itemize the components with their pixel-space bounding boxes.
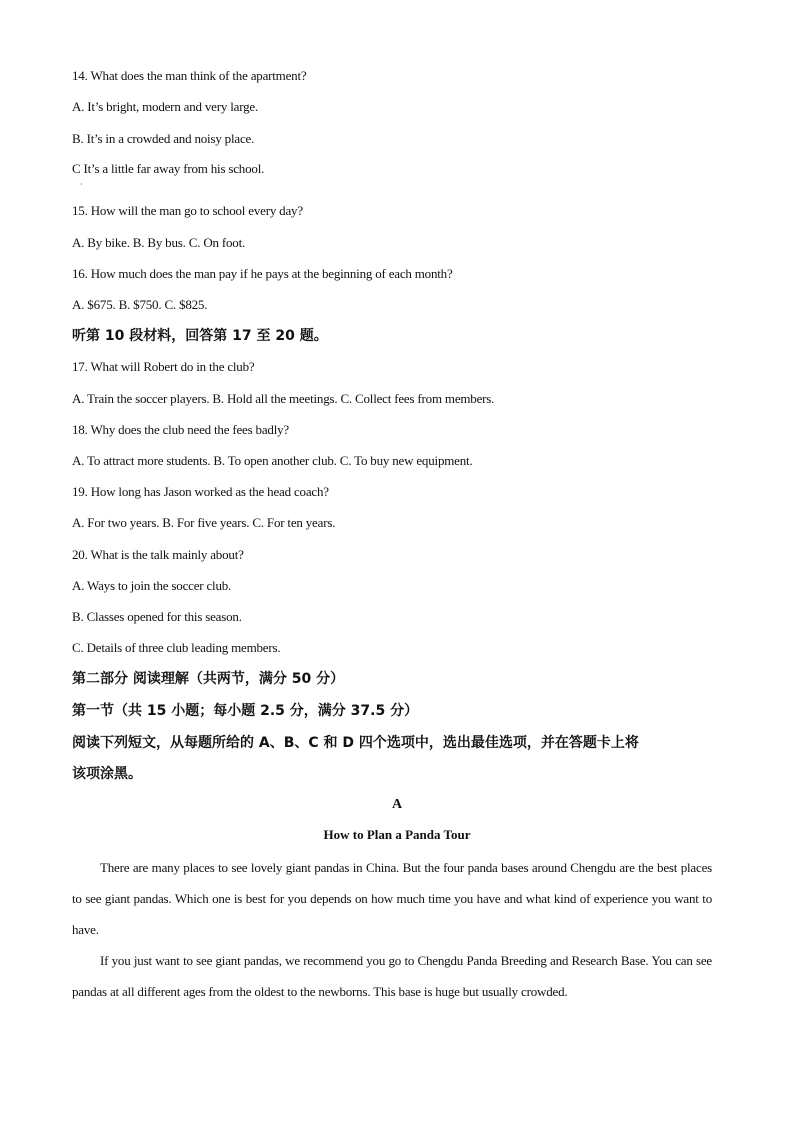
- q20-option-a: A. Ways to join the soccer club.: [72, 578, 232, 593]
- section10-heading: 听第 10 段材料，回答第 17 至 20 题。: [72, 328, 328, 344]
- section-one-heading: 第一节（共 15 小题；每小题 2.5 分，满分 37.5 分）: [72, 703, 419, 719]
- part-two-heading: 第二部分 阅读理解（共两节，满分 50 分）: [72, 671, 345, 687]
- q17-options: A. Train the soccer players. B. Hold all the meetings. C. Collect fees from members.: [72, 391, 495, 406]
- q19-options: A. For two years. B. For five years. C. For ten years.: [72, 515, 336, 530]
- passage-paragraph-1: There are many places to see lovely giant pandas in China. But the four panda bases around Chengdu are the best places to see giant pandas. Which one is best for you depends on how much time you have and what kind of experience you want to have.: [72, 860, 712, 937]
- q20-question: 20. What is the talk mainly about?: [72, 547, 244, 562]
- q14-option-c: C It’s a little far away from his school.: [72, 161, 265, 176]
- q16-question: 16. How much does the man pay if he pays at the beginning of each month?: [72, 266, 453, 281]
- q15-question: 15. How will the man go to school every day?: [72, 203, 303, 218]
- stray-dot-mark: ·: [80, 180, 83, 189]
- q18-question: 18. Why does the club need the fees badly?: [72, 422, 289, 437]
- q20-option-c: C. Details of three club leading members.: [72, 640, 281, 655]
- passage-paragraph-2: If you just want to see giant pandas, we recommend you go to Chengdu Panda Breeding and Research Base. You can see pandas at all different ages from the oldest to the newborns. This base is huge but usually crowded.: [72, 953, 712, 999]
- q17-question: 17. What will Robert do in the club?: [72, 359, 255, 374]
- q14-question: 14. What does the man think of the apartment?: [72, 68, 307, 83]
- passage-title: How to Plan a Panda Tour: [323, 827, 471, 842]
- q14-option-a: A. It’s bright, modern and very large.: [72, 99, 259, 114]
- q19-question: 19. How long has Jason worked as the head coach?: [72, 484, 329, 499]
- q14-option-b: B. It’s in a crowded and noisy place.: [72, 131, 255, 146]
- q18-options: A. To attract more students. B. To open another club. C. To buy new equipment.: [72, 453, 473, 468]
- q15-options: A. By bike. B. By bus. C. On foot.: [72, 235, 246, 250]
- q20-option-b: B. Classes opened for this season.: [72, 609, 242, 624]
- q16-options: A. $675. B. $750. C. $825.: [72, 297, 208, 312]
- reading-instruction-line2: 该项涂黑。: [72, 766, 142, 782]
- reading-instruction-line1: 阅读下列短文，从每题所给的 A、B、C 和 D 四个选项中，选出最佳选项，并在答题卡上将: [72, 735, 639, 751]
- passage-letter: A: [391, 797, 403, 812]
